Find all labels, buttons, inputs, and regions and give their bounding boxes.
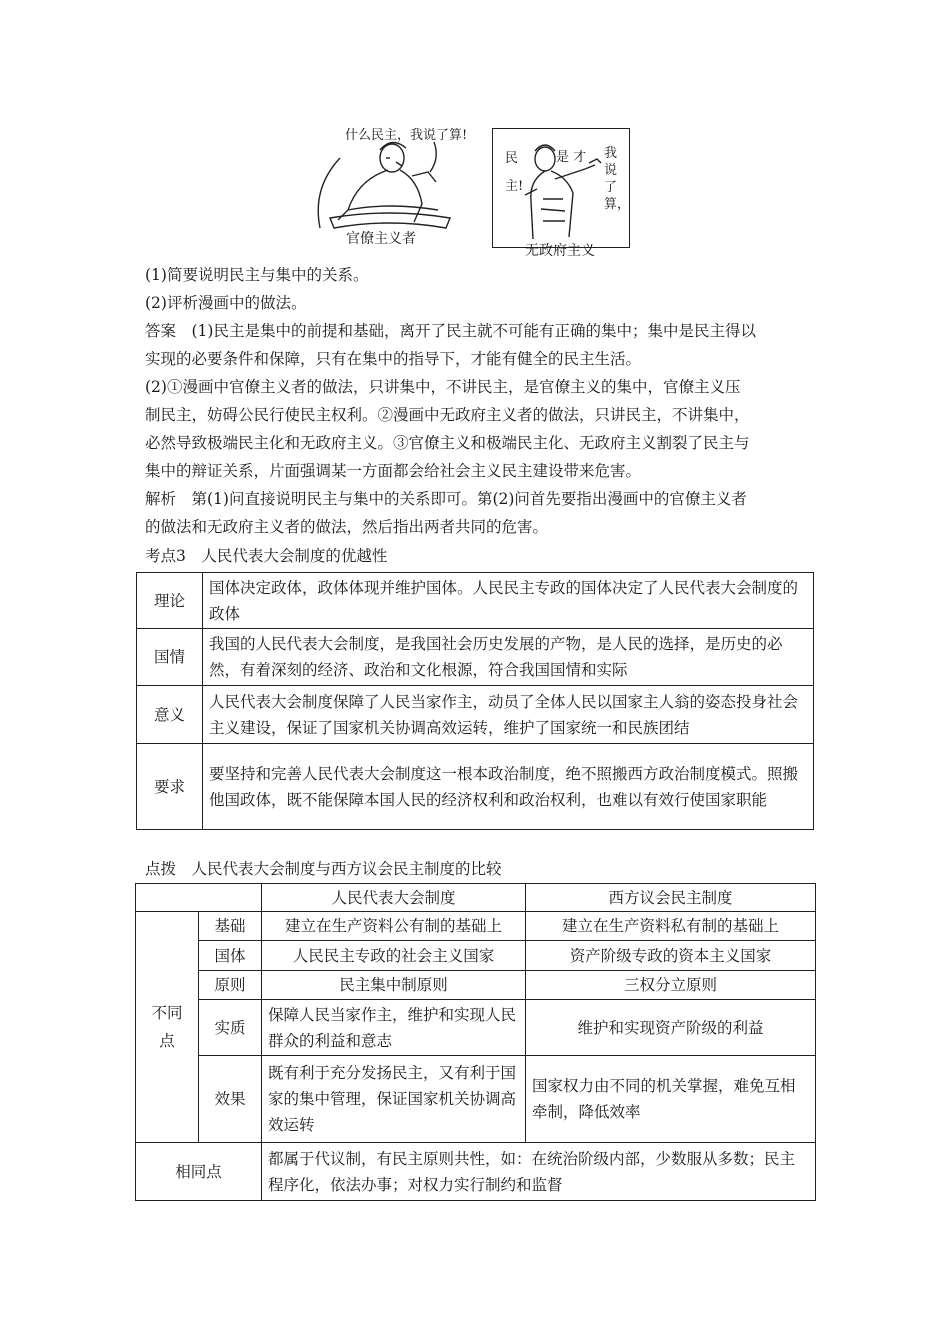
row-label: 基础 xyxy=(199,912,262,941)
western-cell: 建立在生产资料私有制的基础上 xyxy=(526,912,816,941)
comparison-table xyxy=(135,883,816,1201)
western-cell: 国家权力由不同的机关掌握，难免互相牵制，降低效率 xyxy=(526,1056,816,1143)
answer-line: 实现的必要条件和保障，只有在集中的指导下，才能有健全的民主生活。 xyxy=(145,350,642,368)
differences-label: 不同点 xyxy=(136,912,199,1143)
npc-cell: 保障人民当家作主，维护和实现人民群众的利益和意志 xyxy=(262,1000,526,1056)
western-cell: 三权分立原则 xyxy=(526,971,816,1000)
question-1: (1)简要说明民主与集中的关系。 xyxy=(145,266,369,284)
row-label: 意义 xyxy=(137,686,203,744)
header-npc: 人民代表大会制度 xyxy=(262,884,526,912)
question-2: (2)评析漫画中的做法。 xyxy=(145,294,307,312)
advantages-table xyxy=(136,572,814,830)
npc-cell: 建立在生产资料公有制的基础上 xyxy=(262,912,526,941)
section-title: 考点3 人民代表大会制度的优越性 xyxy=(145,547,388,565)
row-label: 效果 xyxy=(199,1056,262,1143)
header-western: 西方议会民主制度 xyxy=(526,884,816,912)
anarchist-caption: 无政府主义 xyxy=(525,243,595,259)
same-label: 相同点 xyxy=(136,1143,262,1201)
row-label: 国体 xyxy=(199,941,262,971)
header-blank xyxy=(136,884,262,912)
row-text: 人民代表大会制度保障了人民当家作主，动员了全体人民以国家主人翁的姿态投身社会主义建设，保证了国家机关协调高效运转，维护了国家统一和民族团结 xyxy=(203,686,814,744)
analysis-line: 的做法和无政府主义者的做法，然后指出两者共同的危害。 xyxy=(145,518,549,536)
row-text: 国体决定政体，政体体现并维护国体。人民民主专政的国体决定了人民代表大会制度的政体 xyxy=(203,573,814,629)
same-text: 都属于代议制，有民主原则共性，如：在统治阶级内部，少数服从多数；民主程序化，依法办事；对权力实行制约和监督 xyxy=(262,1143,816,1201)
row-label: 国情 xyxy=(137,629,203,686)
row-text: 我国的人民代表大会制度，是我国社会历史发展的产物，是人民的选择，是历史的必然，有着深刻的经济、政治和文化根源，符合我国国情和实际 xyxy=(203,629,814,686)
western-cell: 资产阶级专政的资本主义国家 xyxy=(526,941,816,971)
row-label: 原则 xyxy=(199,971,262,1000)
anarchist-speech-left: 民主! xyxy=(505,151,524,194)
answer-line: 必然导致极端民主化和无政府主义。③官僚主义和极端民主化、无政府主义割裂了民主与 xyxy=(145,434,750,452)
answer-line: 答案 (1)民主是集中的前提和基础，离开了民主就不可能有正确的集中；集中是民主得以 xyxy=(145,322,756,340)
anarchist-speech-right: 我说了算， xyxy=(604,146,631,212)
row-label: 要求 xyxy=(137,744,203,830)
compare-title: 点拨 人民代表大会制度与西方议会民主制度的比较 xyxy=(145,860,502,878)
analysis-line: 解析 第(1)问直接说明民主与集中的关系即可。第(2)问首先要指出漫画中的官僚主义者 xyxy=(145,490,747,508)
answer-line: (2)①漫画中官僚主义者的做法，只讲集中，不讲民主，是官僚主义的集中，官僚主义压 xyxy=(145,378,741,396)
bureaucrat-caption: 官僚主义者 xyxy=(346,231,416,247)
anarchist-speech-mid: 是 才 xyxy=(556,150,587,165)
western-cell: 维护和实现资产阶级的利益 xyxy=(526,1000,816,1056)
bureaucrat-speech: 什么民主，我说了算! xyxy=(345,128,468,143)
npc-cell: 既有利于充分发扬民主，又有利于国家的集中管理，保证国家机关协调高效运转 xyxy=(262,1056,526,1143)
answer-line: 制民主，妨碍公民行使民主权利。②漫画中无政府主义者的做法，只讲民主，不讲集中， xyxy=(145,406,750,424)
npc-cell: 民主集中制原则 xyxy=(262,971,526,1000)
npc-cell: 人民民主专政的社会主义国家 xyxy=(262,941,526,971)
row-label: 理论 xyxy=(137,573,203,629)
answer-line: 集中的辩证关系，片面强调某一方面都会给社会主义民主建设带来危害。 xyxy=(145,462,642,480)
row-label: 实质 xyxy=(199,1000,262,1056)
row-text: 要坚持和完善人民代表大会制度这一根本政治制度，绝不照搬西方政治制度模式。照搬他国政体，既不能保障本国人民的经济权利和政治权利，也难以有效行使国家职能 xyxy=(203,744,814,830)
